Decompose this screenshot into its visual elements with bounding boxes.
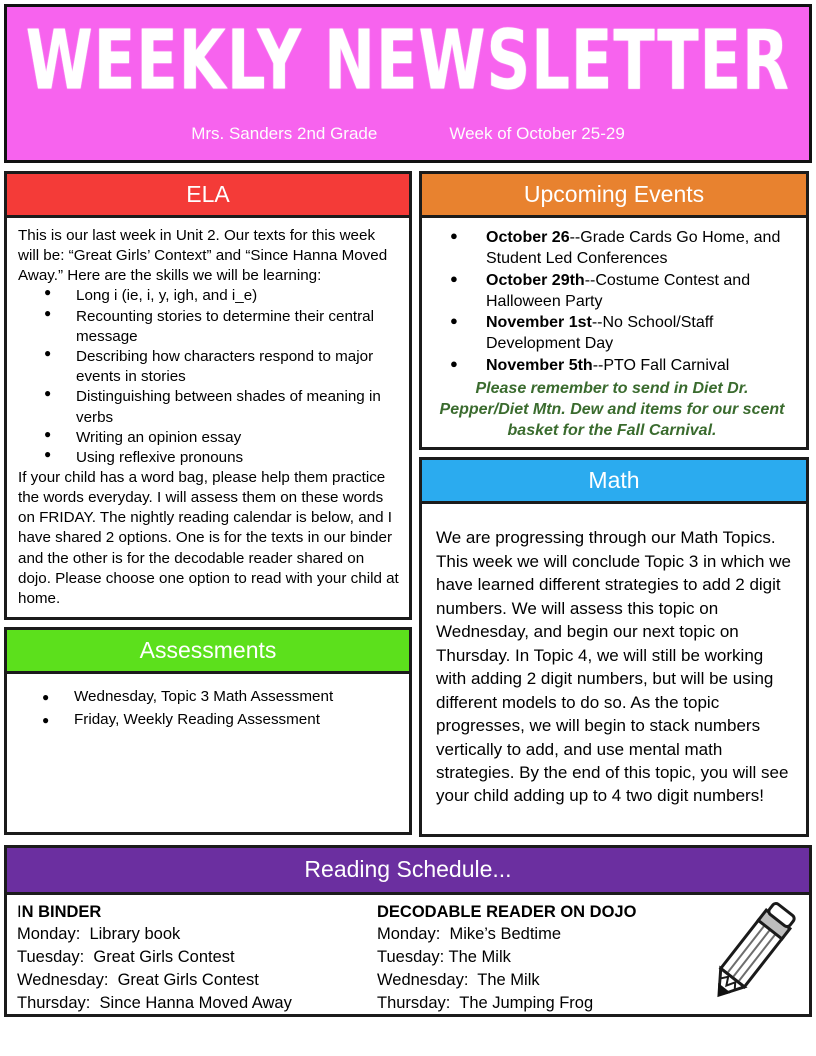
in-binder-title-lead: I [17,902,22,921]
upcoming-events-heading: Upcoming Events [422,174,806,218]
list-item: ● Long i (ie, i, y, igh, and i_e) [18,286,400,306]
banner-subtitle-row [191,124,625,144]
content-columns [4,171,812,837]
list-item: ● Writing an opinion essay [18,428,400,448]
events-list [428,227,796,376]
ela-skills-list [18,286,400,468]
ela-intro-text: This is our last week in Unit 2. Our texts for this week will be: “Great Girls’ Context” and “Since Hanna Moved Away.” Here are the skills we will be learning: [18,227,388,285]
list-item [428,270,796,313]
list-item: ● Using reflexive pronouns [18,448,400,468]
event-detail: --Grade Cards Go Home, and Student Led Conferences [486,229,781,268]
list-item: ● Describing how characters respond to major events in stories [18,347,400,387]
reading-schedule-card [4,845,812,1017]
upcoming-events-body [422,218,806,447]
list-item: ● Distinguishing between shades of meaning in verbs [18,387,400,427]
list-item: Wednesday: The Milk [377,970,540,989]
list-item: ● Recounting stories to determine their central message [18,307,400,347]
ela-outro-text: If your child has a word bag, please help them practice the words everyday. I will assess them on these words on FRIDAY. The nightly reading calendar is below, and I have shared 2 options. One is for the texts in our binder and the other is for the decodable reader shared on dojo. Please choose one option to read with your child at home. [18,469,399,607]
event-date: November 1st [486,314,592,332]
list-item: Thursday: The Jumping Frog [377,993,594,1012]
ela-body [7,218,409,617]
list-item: Thursday: Since Hanna Moved Away [17,993,292,1012]
ela-heading: ELA [7,174,409,218]
newsletter-title: WEEKLY NEWSLETTER [25,12,791,109]
list-item: Wednesday: Great Girls Contest [17,970,259,989]
event-detail: --No School/Staff Development Day [486,314,714,353]
dojo-column [377,901,717,1015]
list-item [428,312,796,355]
assessments-card [4,627,412,835]
event-detail: --PTO Fall Carnival [592,356,730,374]
dojo-title: DECODABLE READER ON DOJO [377,902,637,921]
list-item [428,355,796,376]
left-column [4,171,412,837]
math-heading: Math [422,460,806,504]
pencil-icon [697,899,801,1011]
list-item: ● Friday, Weekly Reading Assessment [18,709,400,732]
assessments-heading: Assessments [7,630,409,674]
event-date: October 29th [486,271,585,289]
reading-schedule-heading: Reading Schedule... [7,848,809,894]
assessments-list [18,686,400,732]
list-item: Monday: Library book [17,925,181,944]
list-item: ● Wednesday, Topic 3 Math Assessment [18,686,400,709]
reading-schedule-body [7,895,809,1015]
event-date: November 5th [486,356,593,374]
upcoming-events-card [419,171,809,450]
list-item: Monday: Mike’s Bedtime [377,925,562,944]
right-column [419,171,809,837]
list-item [428,227,796,270]
list-item: Tuesday: The Milk [377,948,511,967]
event-detail: --Costume Contest and Halloween Party [486,271,751,310]
teacher-grade-label: Mrs. Sanders 2nd Grade [191,124,378,143]
list-item: Tuesday: Great Girls Contest [17,948,235,967]
event-date: October 26 [486,229,570,247]
newsletter-banner [4,4,812,163]
math-card [419,457,809,837]
assessments-body [7,674,409,832]
in-binder-title-rest: N BINDER [21,902,102,921]
math-body: We are progressing through our Math Topics. This week we will conclude Topic 3 in which we have learned different strategies to add 2 digit numbers. We will assess this topic on Wednesday, and begin our next topic on Thursday. In Topic 4, we will still be working with adding 2 digit numbers, but will be using different models to do so. As the topic progresses, we will begin to stack numbers vertically to add, and use mental math strategies. By the end of this topic, you will see your child adding up to 4 two digit numbers! [436,528,791,806]
in-binder-title [17,901,377,924]
ela-card [4,171,412,620]
in-binder-column [17,901,377,1015]
week-range-label: Week of October 25-29 [449,124,625,143]
events-reminder-note: Please remember to send in Diet Dr. Pepper/Diet Mtn. Dew and items for our scent basket for the Fall Carnival. [439,380,785,440]
